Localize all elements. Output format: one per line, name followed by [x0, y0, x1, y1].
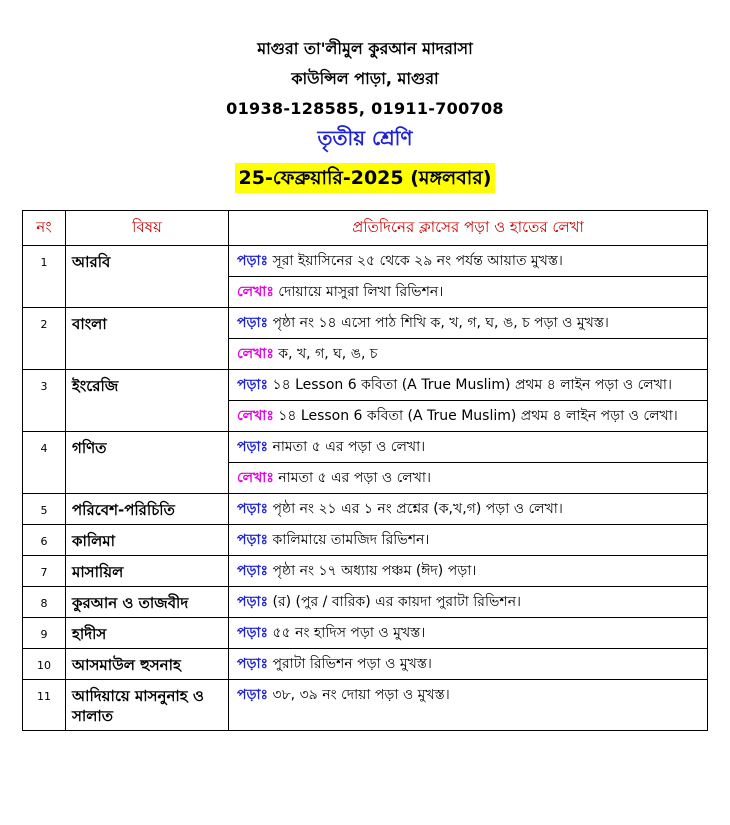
writing-task: [229, 401, 708, 432]
phone-numbers: 01938-128585, 01911-700708: [226, 99, 504, 118]
row-number: 1: [23, 246, 66, 308]
reading-label: পড়াঃ: [237, 625, 269, 641]
row-number: 4: [23, 432, 66, 494]
table-row: [23, 556, 708, 587]
row-number: 6: [23, 525, 66, 556]
subject-name: কালিমা: [66, 525, 229, 556]
column-header-subject: বিষয়: [66, 211, 229, 246]
table-row: [23, 494, 708, 525]
writing-task: [229, 463, 708, 494]
table-row: [23, 587, 708, 618]
writing-label: লেখাঃ: [237, 470, 274, 486]
routine-table: [22, 210, 708, 731]
row-number: 11: [23, 680, 66, 731]
reading-task: [229, 308, 708, 339]
institution-address: কাউন্সিল পাড়া, মাগুরা: [291, 69, 439, 88]
reading-label: পড়াঃ: [237, 687, 269, 703]
reading-task: [229, 618, 708, 649]
reading-task: [229, 494, 708, 525]
reading-task: [229, 432, 708, 463]
task-text: নামতা ৫ এর পড়া ও লেখা।: [268, 439, 426, 455]
row-number: 9: [23, 618, 66, 649]
task-text: ৩৮, ৩৯ নং দোয়া পড়া ও মুখস্ত।: [268, 687, 450, 703]
reading-task: [229, 556, 708, 587]
row-number: 8: [23, 587, 66, 618]
class-title: তৃতীয় শ্রেণি: [317, 126, 413, 150]
reading-label: পড়াঃ: [237, 253, 269, 269]
reading-label: পড়াঃ: [237, 377, 269, 393]
table-body: [23, 246, 708, 731]
task-text: পৃষ্ঠা নং ১৭ অধ্যায় পঞ্চম (ঈদ) পড়া।: [268, 563, 477, 579]
row-number: 2: [23, 308, 66, 370]
reading-label: পড়াঃ: [237, 532, 269, 548]
reading-task: [229, 587, 708, 618]
reading-label: পড়াঃ: [237, 656, 269, 672]
table-row: [23, 525, 708, 556]
subject-name: বাংলা: [66, 308, 229, 370]
table-row: [23, 370, 708, 401]
column-header-no: নং: [23, 211, 66, 246]
task-text: পুরাটা রিভিশন পড়া ও মুখস্ত।: [268, 656, 432, 672]
writing-task: [229, 339, 708, 370]
task-text: সূরা ইয়াসিনের ২৫ থেকে ২৯ নং পর্যন্ত আয়াত মুখস্ত।: [268, 253, 563, 269]
row-number: 5: [23, 494, 66, 525]
task-text: ১৪ Lesson 6 কবিতা (A True Muslim) প্রথম ৪ লাইন পড়া ও লেখা।: [273, 408, 678, 424]
row-number: 7: [23, 556, 66, 587]
table-header-row: [23, 211, 708, 246]
row-number: 10: [23, 649, 66, 680]
reading-label: পড়াঃ: [237, 501, 269, 517]
task-text: ১৪ Lesson 6 কবিতা (A True Muslim) প্রথম ৪ লাইন পড়া ও লেখা।: [268, 377, 672, 393]
table-row: [23, 308, 708, 339]
subject-name: গণিত: [66, 432, 229, 494]
table-row: [23, 432, 708, 463]
task-text: পৃষ্ঠা নং ২১ এর ১ নং প্রশ্নের (ক,খ,গ) পড়া ও লেখা।: [268, 501, 563, 517]
subject-name: পরিবেশ-পরিচিতি: [66, 494, 229, 525]
date-banner: [0, 163, 730, 193]
institution-name: মাগুরা তা'লীমুল কুরআন মাদরাসা: [257, 39, 473, 58]
table-row: [23, 680, 708, 731]
subject-name: হাদীস: [66, 618, 229, 649]
document-header: [0, 34, 730, 124]
reading-label: পড়াঃ: [237, 439, 269, 455]
task-text: নামতা ৫ এর পড়া ও লেখা।: [273, 470, 431, 486]
subject-name: আরবি: [66, 246, 229, 308]
row-number: 3: [23, 370, 66, 432]
table-row: [23, 618, 708, 649]
reading-task: [229, 525, 708, 556]
subject-name: কুরআন ও তাজবীদ: [66, 587, 229, 618]
subject-name: আসমাউল হুসনাহ: [66, 649, 229, 680]
writing-label: লেখাঃ: [237, 346, 274, 362]
subject-name: আদিয়ায়ে মাসনুনাহ ও সালাত: [66, 680, 229, 731]
reading-task: [229, 649, 708, 680]
reading-task: [229, 370, 708, 401]
task-text: পৃষ্ঠা নং ১৪ এসো পাঠ শিখি ক, খ, গ, ঘ, ঙ, চ পড়া ও মুখস্ত।: [268, 315, 609, 331]
reading-task: [229, 680, 708, 731]
reading-label: পড়াঃ: [237, 315, 269, 331]
table-row: [23, 649, 708, 680]
table-row: [23, 246, 708, 277]
writing-label: লেখাঃ: [237, 408, 274, 424]
subject-name: মাসায়িল: [66, 556, 229, 587]
task-text: ক, খ, গ, ঘ, ঙ, চ: [273, 346, 378, 362]
writing-label: লেখাঃ: [237, 284, 274, 300]
writing-task: [229, 277, 708, 308]
task-text: ৫৫ নং হাদিস পড়া ও মুখস্ত।: [268, 625, 426, 641]
task-text: (র) (পুর / বারিক) এর কায়দা পুরাটা রিভিশন।: [268, 594, 522, 610]
subject-name: ইংরেজি: [66, 370, 229, 432]
reading-label: পড়াঃ: [237, 563, 269, 579]
column-header-activity: প্রতিদিনের ক্লাসের পড়া ও হাতের লেখা: [229, 211, 708, 246]
task-text: দোয়ায়ে মাসুরা লিখা রিভিশন।: [273, 284, 444, 300]
date-line: 25-ফেব্রুয়ারি-2025 (মঙ্গলবার): [235, 163, 496, 193]
reading-label: পড়াঃ: [237, 594, 269, 610]
reading-task: [229, 246, 708, 277]
task-text: কালিমায়ে তামজিদ রিভিশন।: [268, 532, 430, 548]
